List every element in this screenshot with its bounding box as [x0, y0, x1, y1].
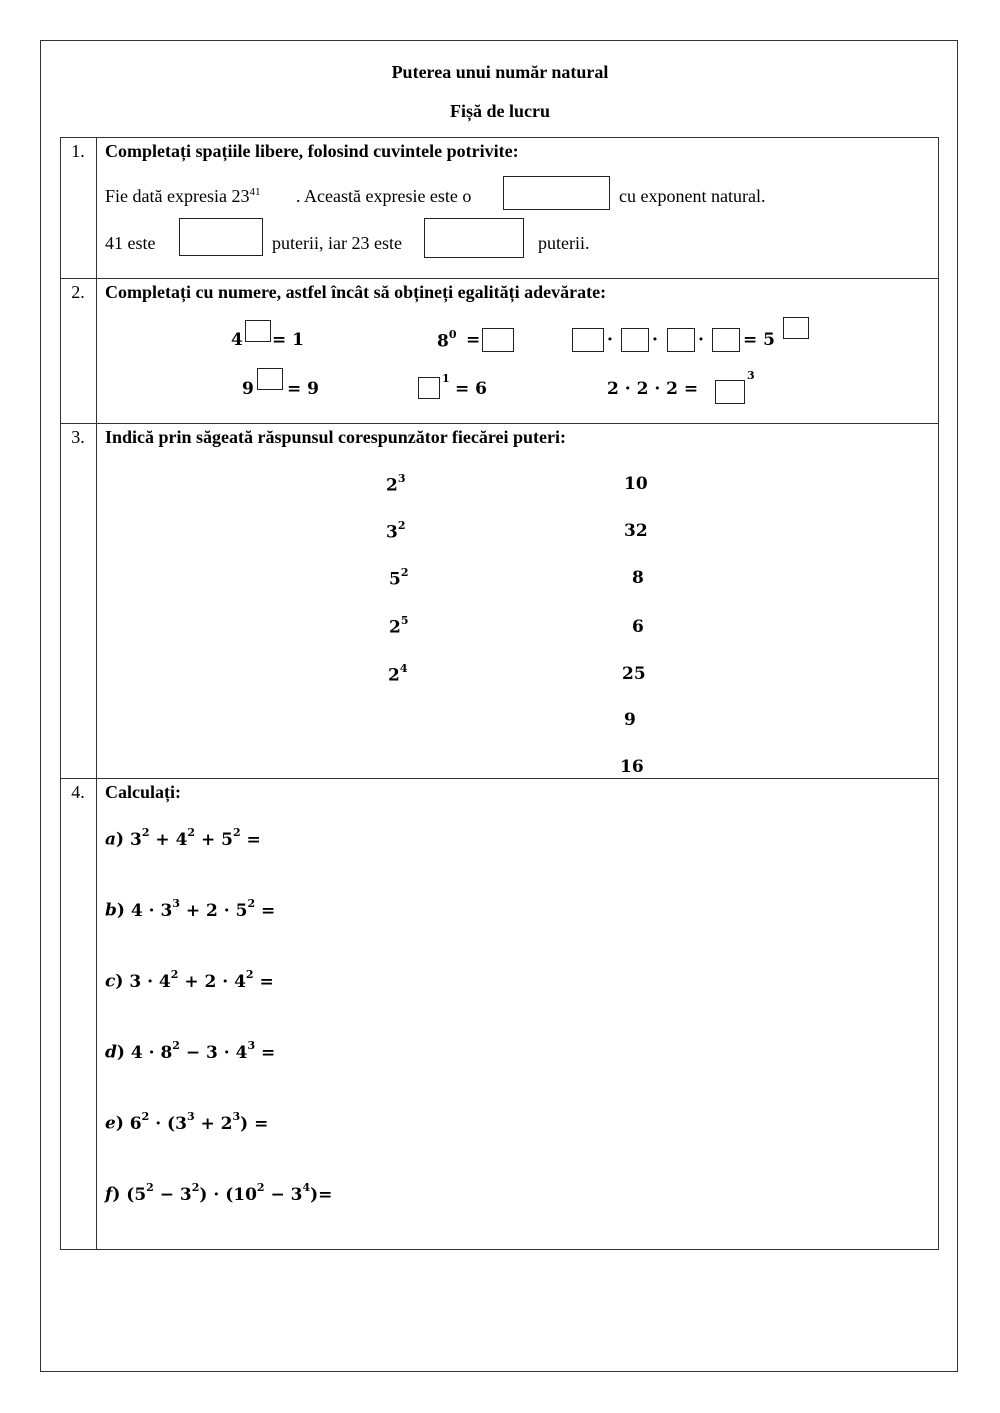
answer-item[interactable]: 25: [622, 664, 646, 684]
calc-expression: $6^2 \cdot (3^3 + 2^3)$ =: [129, 1110, 269, 1134]
answer-item[interactable]: 8: [632, 568, 644, 588]
power-item[interactable]: $2^5$: [389, 614, 409, 638]
eq3-dot-2: ·: [652, 330, 658, 350]
calc-item-f: [105, 1183, 332, 1205]
eq4-exponent-box[interactable]: [257, 368, 283, 390]
line1-part1: Fie dată expresia 23: [105, 186, 250, 206]
eq2-lhs: [437, 330, 457, 352]
exercise-4-instruction: Calculați:: [105, 782, 181, 802]
answer-item[interactable]: 16: [620, 757, 644, 777]
calc-letter: b): [105, 900, 131, 921]
power-item[interactable]: $3^2$: [386, 519, 406, 543]
exercise-4-number: 4.: [71, 782, 85, 802]
calc-expression: $3^2 + 4^2 + 5^2$ =: [129, 826, 261, 850]
page-title: Puterea unui număr natural: [391, 62, 609, 82]
answer-box-base[interactable]: [424, 218, 524, 258]
answer-item[interactable]: 32: [624, 521, 648, 541]
table-column-divider: [96, 137, 97, 1250]
eq3-box-4[interactable]: [712, 328, 740, 352]
calc-expression: $(5^2 - 3^2) \cdot (10^2 - 3^4)=$: [126, 1181, 333, 1205]
calc-expression: $3 \cdot 4^2 + 2 \cdot 4^2$ =: [129, 968, 274, 992]
eq5-exponent: [442, 374, 450, 396]
answer-item[interactable]: 9: [624, 710, 636, 730]
eq5-base-box[interactable]: [418, 377, 440, 399]
eq1-base: 4: [231, 330, 243, 350]
calc-letter: f): [105, 1184, 127, 1205]
calc-expression: $4 \cdot 8^2 - 3 \cdot 4^3$ =: [130, 1039, 276, 1063]
page-subtitle: Fișă de lucru: [449, 101, 550, 121]
calc-item-b: [105, 899, 275, 921]
eq2-answer-box[interactable]: [482, 328, 514, 352]
exercise-1-number: 1.: [71, 141, 85, 161]
eq2-exponent: 0: [448, 328, 457, 341]
eq6-exponent-value: 3: [747, 369, 755, 382]
calc-letter: e): [105, 1113, 130, 1134]
eq4-rhs: = 9: [287, 379, 319, 399]
answer-box-power[interactable]: [503, 176, 610, 210]
calc-expression: $4 \cdot 3^3 + 2 \cdot 5^2$ =: [130, 897, 276, 921]
exercise-1-line1: [105, 186, 260, 207]
exercise-3-number: 3.: [71, 427, 85, 447]
eq3-exponent-box[interactable]: [783, 317, 809, 339]
row-divider-2: [60, 423, 939, 424]
calc-item-e: [105, 1112, 268, 1134]
answer-box-exponent[interactable]: [179, 218, 263, 256]
line2-part2: puterii, iar 23 este: [272, 233, 402, 253]
eq5-rhs: = 6: [455, 379, 487, 399]
calc-item-d: [105, 1041, 275, 1063]
answer-item[interactable]: 6: [632, 617, 644, 637]
power-item[interactable]: $5^2$: [389, 566, 409, 590]
calc-item-a: [105, 828, 261, 850]
eq3-dot-3: ·: [698, 330, 704, 350]
eq1-rhs: = 1: [272, 330, 304, 350]
calc-letter: d): [105, 1042, 131, 1063]
eq5-exponent-value: 1: [442, 372, 450, 385]
eq6-base-box[interactable]: [715, 380, 745, 404]
calc-letter: c): [105, 971, 130, 992]
exercise-1-instruction: Completați spațiile libere, folosind cuvintele potrivite:: [105, 141, 519, 161]
row-divider-1: [60, 278, 939, 279]
line1-part3: cu exponent natural.: [619, 186, 766, 206]
eq3-dot-1: ·: [607, 330, 613, 350]
exercise-2-number: 2.: [71, 282, 85, 302]
worksheet-table: [60, 137, 939, 1250]
eq4-base: 9: [242, 379, 254, 399]
power-item[interactable]: $2^3$: [386, 472, 406, 496]
calc-item-c: [105, 970, 274, 992]
line2-part1: 41 este: [105, 233, 156, 253]
eq3-box-2[interactable]: [621, 328, 649, 352]
power-item[interactable]: $2^4$: [388, 662, 408, 686]
line1-exponent: 41: [249, 186, 261, 198]
exercise-3-instruction: Indică prin săgeată răspunsul corespunzător fiecărei puteri:: [105, 427, 567, 447]
line1-part2: . Această expresie este o: [296, 186, 472, 206]
line2-part3: puterii.: [538, 233, 590, 253]
eq3-rhs: = 5: [743, 330, 775, 350]
answer-item[interactable]: 10: [624, 474, 648, 494]
eq6-lhs: 2 · 2 · 2 =: [607, 379, 699, 399]
eq6-exponent: [747, 371, 755, 393]
eq1-exponent-box[interactable]: [245, 320, 271, 342]
eq3-box-1[interactable]: [572, 328, 604, 352]
row-divider-3: [60, 778, 939, 779]
eq3-box-3[interactable]: [667, 328, 695, 352]
eq2-base: 8: [437, 331, 449, 352]
exercise-2-instruction: Completați cu numere, astfel încât să obțineți egalități adevărate:: [105, 282, 607, 302]
eq2-equals: =: [466, 330, 481, 350]
calc-letter: a): [105, 829, 130, 850]
